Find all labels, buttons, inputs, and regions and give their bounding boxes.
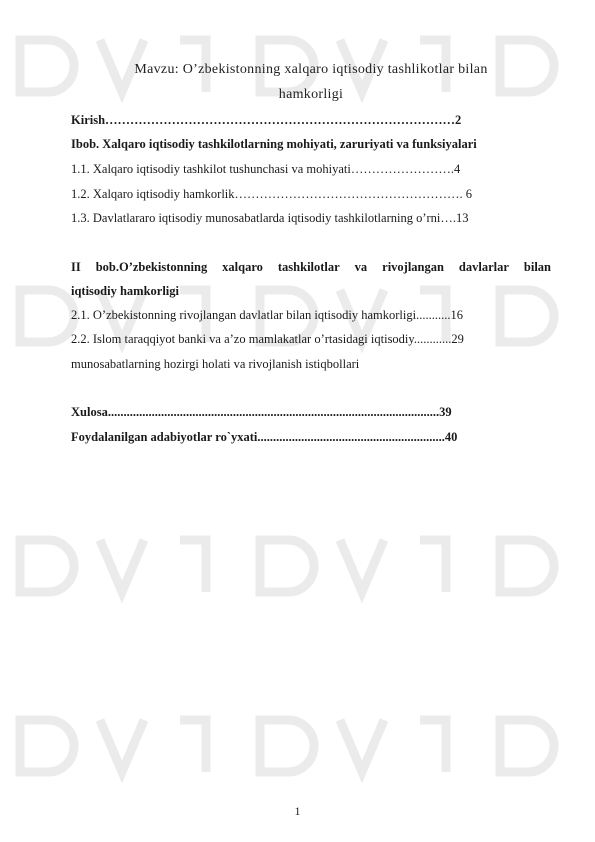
toc-section-2-2: 2.2. Islom taraqqiyot banki va a’zo mamlakatlar o’rtasidagi iqtisodiy............29 bbox=[71, 332, 464, 346]
toc-chapter-1: Ibob. Xalqaro iqtisodiy tashkilotlarning mohiyati, zaruriyati va funksiyalari bbox=[71, 137, 477, 151]
toc-chapter-2-line-1 bbox=[71, 260, 551, 275]
document-title-line-1: Mavzu: O’zbekistonning xalqaro iqtisodiy tashlikotlar bilan bbox=[134, 62, 488, 77]
toc-section-2-2-continued: munosabatlarning hozirgi holati va rivojlanish istiqbollari bbox=[71, 357, 360, 371]
toc-section-2-1: 2.1. O’zbekistonning rivojlangan davlatlar bilan iqtisodiy hamkorligi...........16 bbox=[71, 308, 463, 322]
toc-chapter-2-line-2: iqtisodiy hamkorligi bbox=[71, 284, 180, 298]
toc-chapter-2-word: rivojlangan bbox=[382, 260, 444, 274]
toc-chapter-2-word: tashkilotlar bbox=[277, 260, 340, 274]
toc-conclusion: Xulosa..........................................................................................................39 bbox=[71, 405, 452, 419]
toc-references: Foydalanilgan adabiyotlar ro`yxati............................................................40 bbox=[71, 430, 458, 444]
toc-chapter-2-word: bob.O’zbekistonning bbox=[95, 260, 208, 274]
toc-section-1-3: 1.3. Davlatlararo iqtisodiy munosabatlarda iqtisodiy tashkilotlarning o’rni….13 bbox=[71, 211, 469, 225]
toc-section-1-2: 1.2. Xalqaro iqtisodiy hamkorlik………………………………………………. 6 bbox=[71, 187, 473, 201]
page-number: 1 bbox=[294, 804, 301, 818]
toc-chapter-2-word: II bbox=[71, 260, 81, 274]
toc-section-1-1: 1.1. Xalqaro iqtisodiy tashkilot tushunchasi va mohiyati…………………….4 bbox=[71, 162, 461, 176]
toc-chapter-2-word: davlarlar bbox=[458, 260, 509, 274]
toc-chapter-2-word: xalqaro bbox=[222, 260, 263, 274]
toc-introduction: Kirish…………………………………………………………………………2 bbox=[71, 113, 462, 127]
document-title-line-2: hamkorligi bbox=[278, 87, 344, 102]
toc-chapter-2-word: bilan bbox=[523, 260, 551, 274]
toc-chapter-2-word: va bbox=[354, 260, 368, 274]
